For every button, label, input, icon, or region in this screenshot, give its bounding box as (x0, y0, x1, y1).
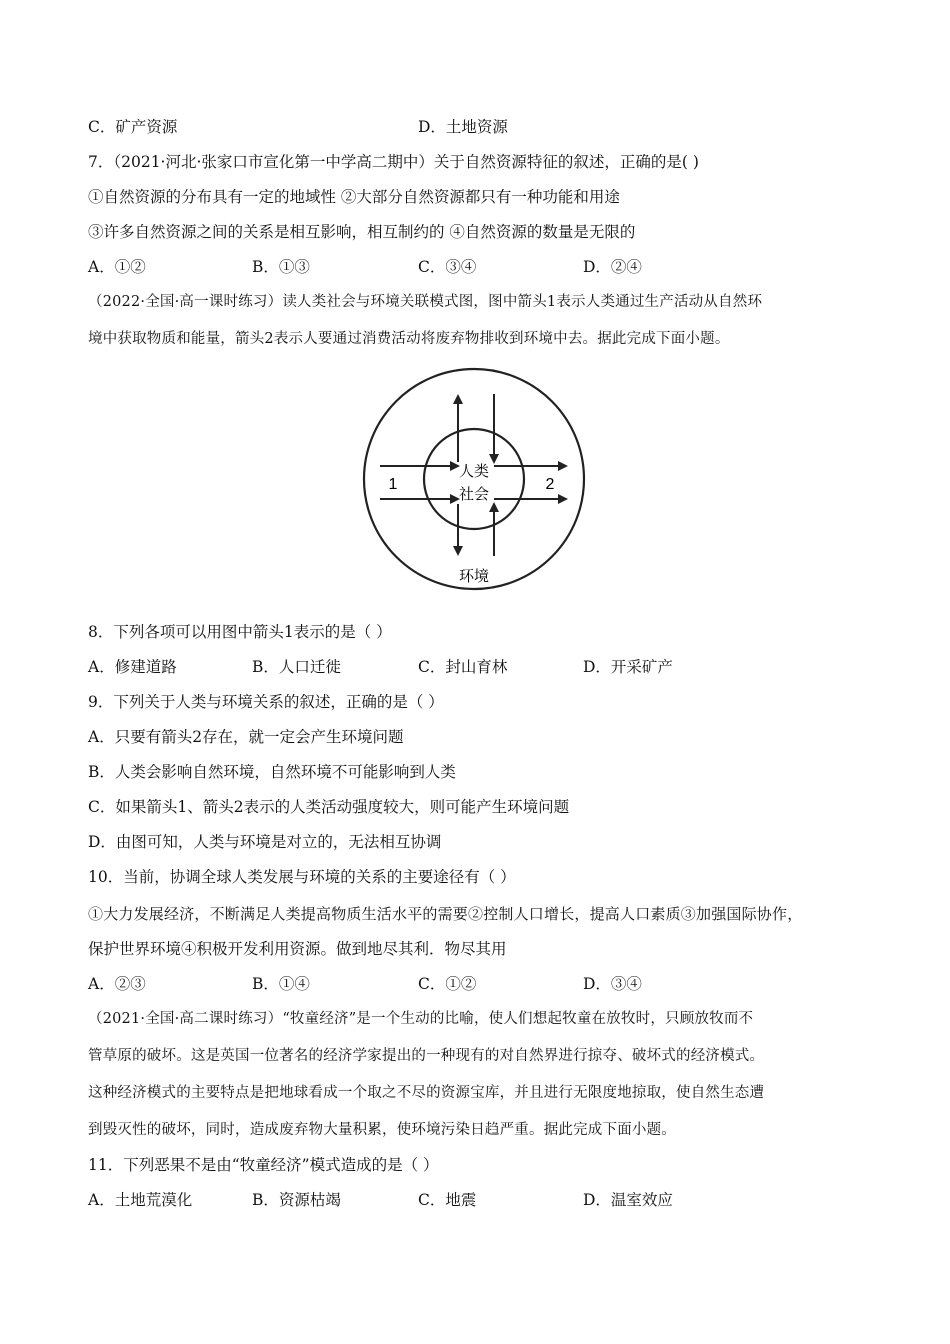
q11-option-c: C．地震 (418, 1191, 477, 1209)
q8-option-d: D．开采矿产 (583, 658, 673, 676)
q7-stem: 7．（2021·河北·张家口市宣化第一中学高二期中）关于自然资源特征的叙述，正确的是( ) (88, 153, 699, 171)
q10-statement-line2: 保护世界环境④积极开发利用资源。做到地尽其利．物尽其用 (88, 940, 507, 958)
q7-statement-line2: ③许多自然资源之间的关系是相互影响，相互制约的 ④自然资源的数量是无限的 (88, 223, 636, 241)
q10-stem: 10．当前，协调全球人类发展与环境的关系的主要途径有（ ） (88, 868, 516, 886)
q11-option-d: D．温室效应 (583, 1191, 673, 1209)
q7-option-d: D．②④ (583, 258, 642, 276)
material2-line3: 这种经济模式的主要特点是把地球看成一个取之不尽的资源宝库，并且进行无限度地掠取，使自然生态遭 (88, 1085, 765, 1101)
diagram-label-human: 人类 (458, 463, 490, 480)
q6-option-d: D．土地资源 (418, 118, 508, 136)
q7-option-c: C．③④ (418, 258, 477, 276)
q7-statement-line1: ①自然资源的分布具有一定的地域性 ②大部分自然资源都只有一种功能和用途 (88, 188, 620, 206)
q10-option-b: B．①④ (252, 975, 310, 993)
q8-option-a: A．修建道路 (88, 658, 177, 676)
material2-line4: 到毁灭性的破坏，同时，造成废弃物大量积累，使环境污染日趋严重。据此完成下面小题。 (88, 1122, 676, 1138)
q9-option-c: C．如果箭头1、箭头2表示的人类活动强度较大，则可能产生环境问题 (88, 798, 570, 816)
q10-option-d: D．③④ (583, 975, 642, 993)
material2-line2: 管草原的破坏。这是英国一位著名的经济学家提出的一种现有的对自然界进行掠夺、破坏式的经济模式。 (88, 1048, 765, 1064)
diagram-label-arrow2: 2 (545, 476, 555, 493)
material1-line2: 境中获取物质和能量，箭头2表示人要通过消费活动将废弃物排收到环境中去。据此完成下面小题。 (88, 331, 730, 347)
diagram-label-environment: 环境 (458, 568, 490, 585)
q10-statement-line1: ①大力发展经济，不断满足人类提高物质生活水平的需要②控制人口增长，提高人口素质③加强国际协作， (88, 905, 803, 923)
diagram-label-society: 社会 (458, 486, 490, 503)
q7-option-a: A．①② (88, 258, 146, 276)
q8-stem: 8．下列各项可以用图中箭头1表示的是（ ） (88, 623, 392, 641)
diagram-label-arrow1: 1 (388, 476, 398, 493)
q7-option-b: B．①③ (252, 258, 310, 276)
q9-option-a: A．只要有箭头2存在，就一定会产生环境问题 (88, 728, 404, 746)
q6-option-c: C．矿产资源 (88, 118, 178, 136)
q10-option-a: A．②③ (88, 975, 146, 993)
material1-line1: （2022·全国·高一课时练习）读人类社会与环境关联模式图，图中箭头1表示人类通过生产活动从自然环 (88, 294, 763, 310)
q11-option-b: B．资源枯竭 (252, 1191, 341, 1209)
q11-stem: 11．下列恶果不是由“牧童经济”模式造成的是（ ） (88, 1156, 439, 1174)
q8-option-c: C．封山育林 (418, 658, 508, 676)
q9-option-b: B．人类会影响自然环境，自然环境不可能影响到人类 (88, 763, 456, 781)
q10-option-c: C．①② (418, 975, 477, 993)
material2-line1: （2021·全国·高二课时练习）“牧童经济”是一个生动的比喻，使人们想起牧童在放牧时，只顾放牧而不 (88, 1011, 754, 1027)
human-society-environment-diagram (360, 364, 590, 594)
q11-option-a: A．土地荒漠化 (88, 1191, 193, 1209)
q9-option-d: D．由图可知，人类与环境是对立的，无法相互协调 (88, 833, 442, 851)
q9-stem: 9．下列关于人类与环境关系的叙述，正确的是（ ） (88, 693, 444, 711)
q8-option-b: B．人口迁徙 (252, 658, 341, 676)
